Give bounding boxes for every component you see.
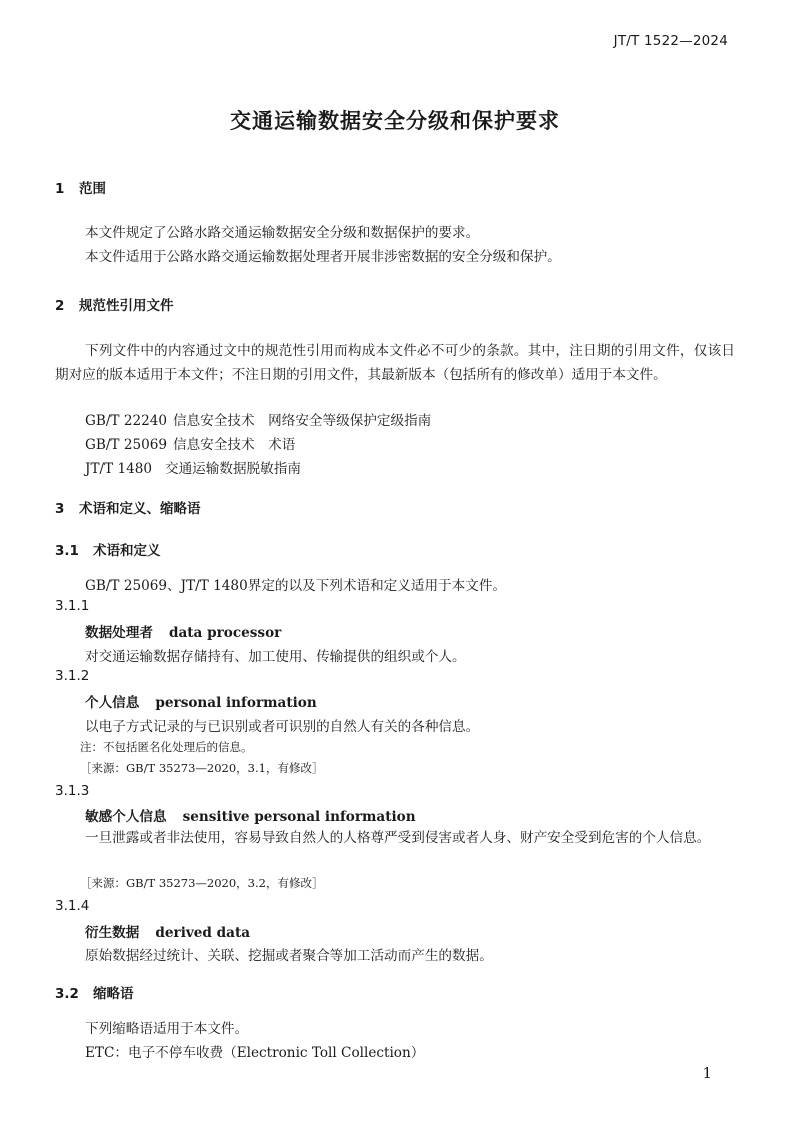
term-source: ［来源：GB/T 35273—2020，3.2，有修改］ — [80, 876, 324, 890]
section-3-1-heading: 3.1 术语和定义 — [55, 543, 161, 559]
term-definition: 以电子方式记录的与已识别或者可识别的自然人有关的各种信息。 — [85, 719, 480, 735]
term-note: 注：不包括匿名化处理后的信息。 — [80, 740, 253, 754]
section-1-paragraph-1: 本文件规定了公路水路交通运输数据安全分级和数据保护的要求。 — [85, 225, 480, 241]
section-3-heading: 3 术语和定义、缩略语 — [55, 501, 201, 517]
term-definition: 一旦泄露或者非法使用，容易导致自然人的人格尊严受到侵害或者人身、财产安全受到危害的个人信息。 — [85, 830, 711, 846]
section-2-intro: 下列文件中的内容通过文中的规范性引用而构成本文件必不可少的条款。其中，注日期的引用文件，仅该日期对应的版本适用于本文件；不注日期的引用文件，其最新版本（包括所有的修改单）适用于本文件。 — [55, 343, 735, 383]
term-definition: 原始数据经过统计、关联、挖掘或者聚合等加工活动而产生的数据。 — [85, 948, 493, 964]
term-heading: 衍生数据 derived data — [85, 925, 251, 941]
term-heading: 数据处理者 data processor — [85, 625, 282, 641]
section-3-2-intro: 下列缩略语适用于本文件。 — [85, 1021, 249, 1037]
term-number: 3.1.3 — [55, 783, 90, 799]
abbreviation-item: ETC：电子不停车收费（Electronic Toll Collection） — [85, 1045, 425, 1061]
standard-code: JT/T 1522—2024 — [613, 33, 728, 49]
term-number: 3.1.1 — [55, 598, 90, 614]
page-number: 1 — [702, 1064, 712, 1082]
reference-item: GB/T 25069 信息安全技术 术语 — [85, 437, 296, 453]
term-number: 3.1.4 — [55, 898, 90, 914]
reference-item: GB/T 22240 信息安全技术 网络安全等级保护定级指南 — [85, 413, 432, 429]
term-source: ［来源：GB/T 35273—2020，3.1，有修改］ — [80, 761, 324, 775]
section-3-1-intro: GB/T 25069、JT/T 1480界定的以及下列术语和定义适用于本文件。 — [85, 578, 507, 594]
term-heading: 个人信息 personal information — [85, 695, 317, 711]
term-heading: 敏感个人信息 sensitive personal information — [85, 809, 416, 825]
section-2-heading: 2 规范性引用文件 — [55, 298, 174, 314]
section-3-2-heading: 3.2 缩略语 — [55, 986, 134, 1002]
term-definition: 对交通运输数据存储持有、加工使用、传输提供的组织或个人。 — [85, 649, 466, 665]
term-number: 3.1.2 — [55, 668, 90, 684]
section-1-heading: 1 范围 — [55, 181, 106, 197]
section-1-paragraph-2: 本文件适用于公路水路交通运输数据处理者开展非涉密数据的安全分级和保护。 — [85, 249, 561, 265]
reference-item: JT/T 1480 交通运输数据脱敏指南 — [85, 461, 301, 477]
document-title: 交通运输数据安全分级和保护要求 — [230, 109, 560, 133]
